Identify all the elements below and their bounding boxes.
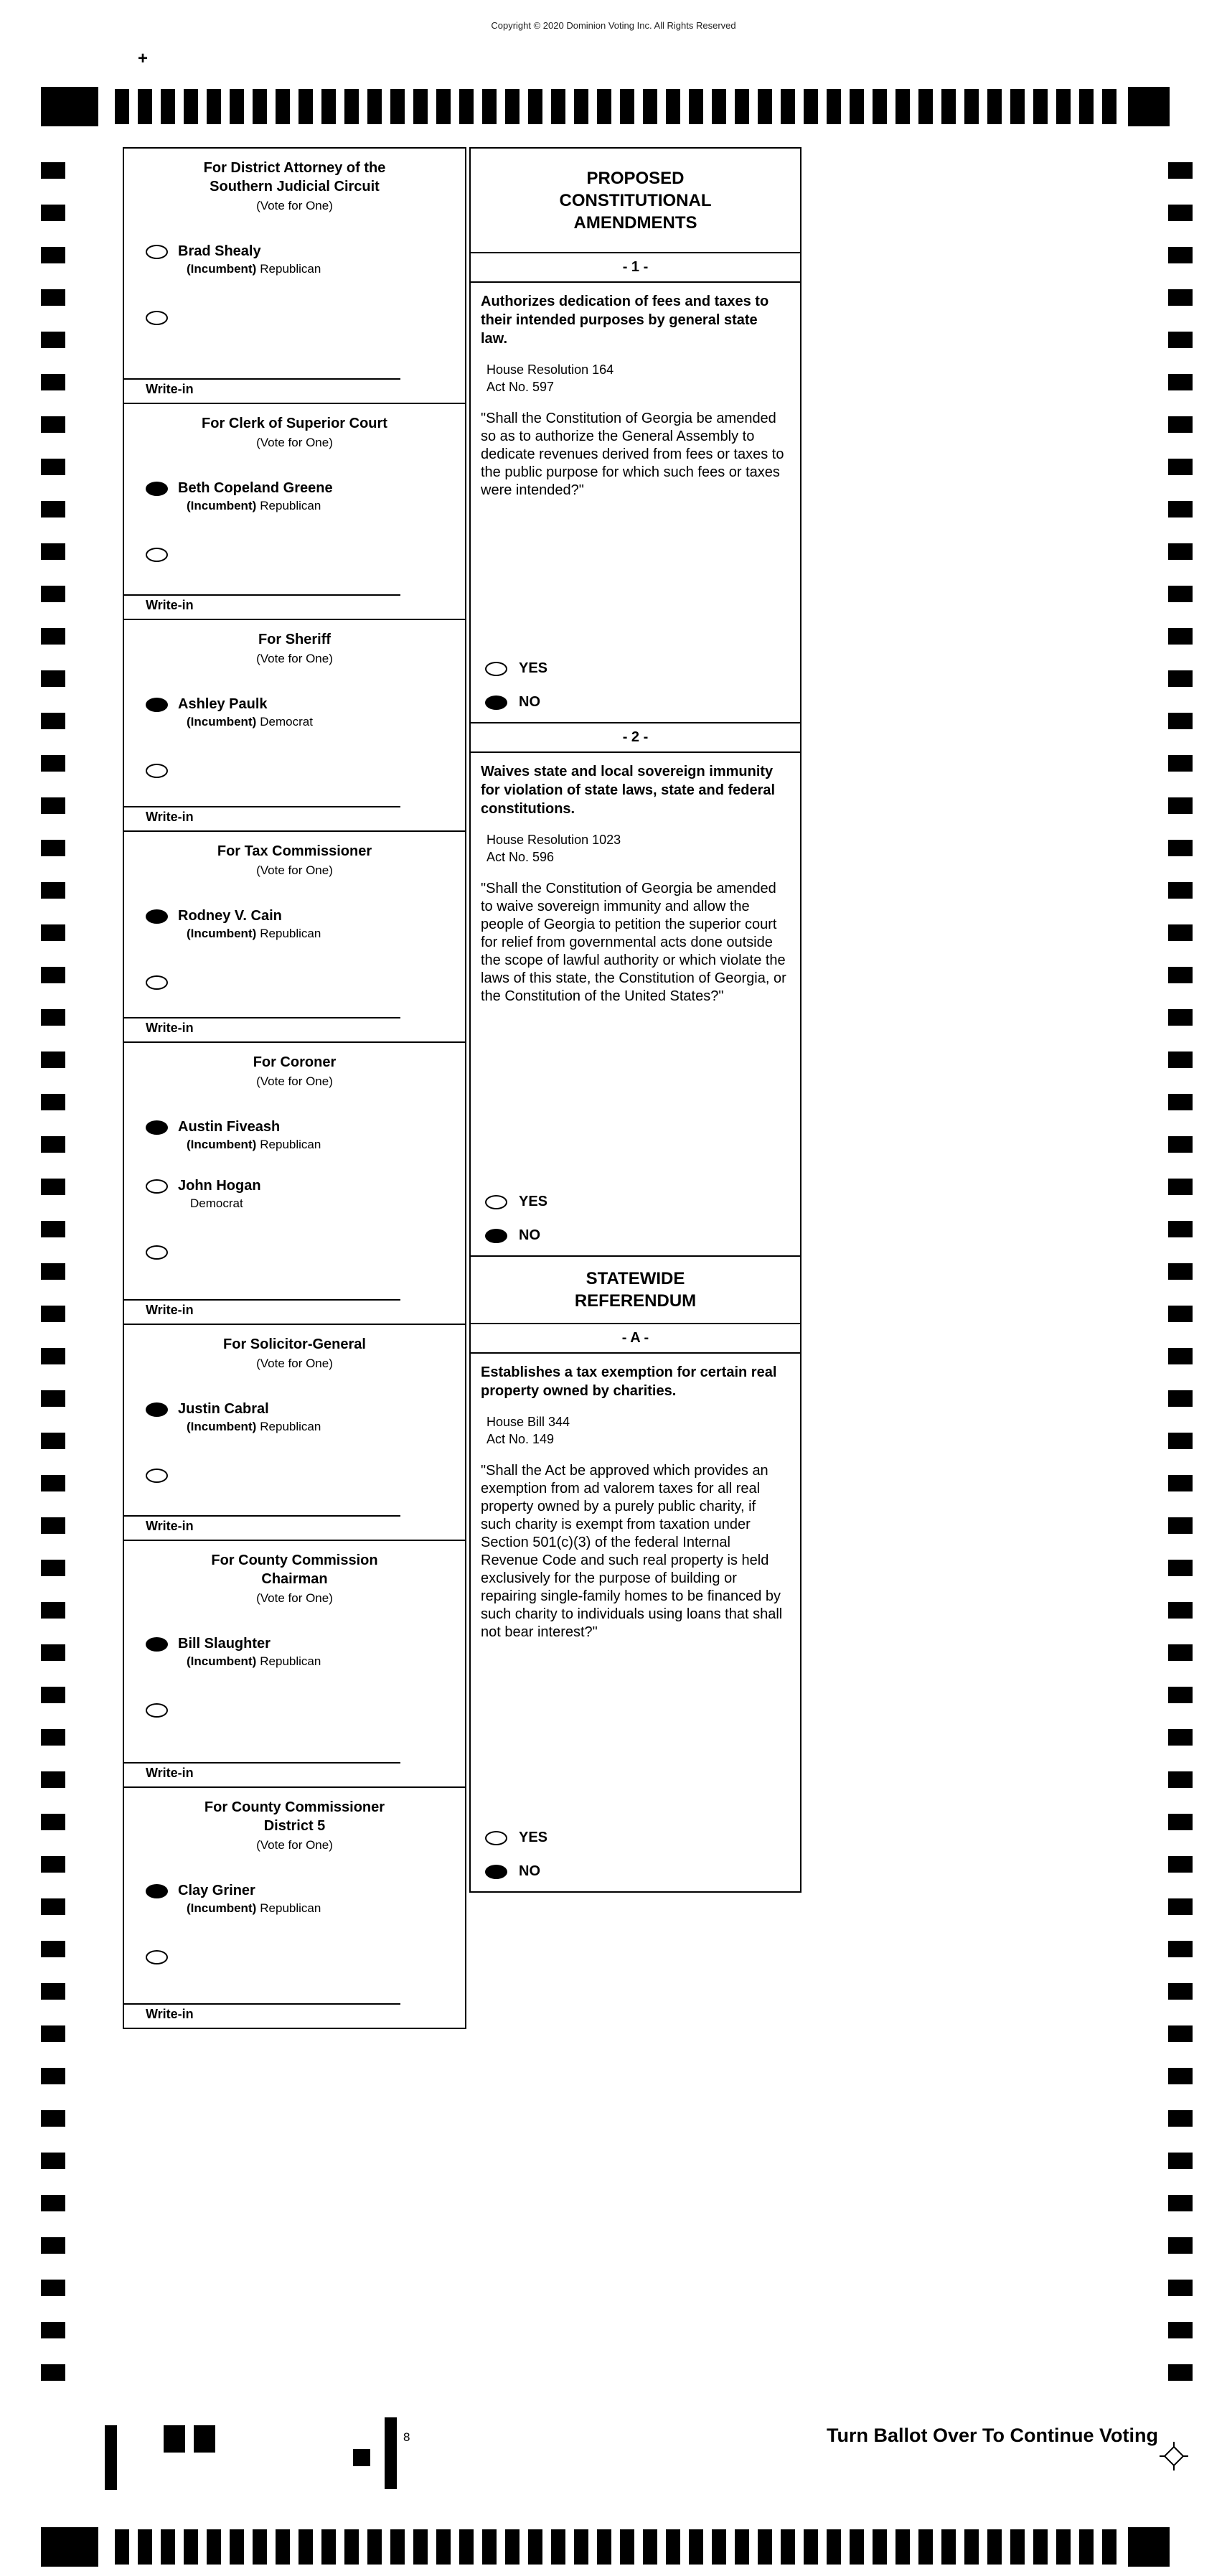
header-line: AMENDMENTS (573, 212, 697, 233)
oval-write-in[interactable] (146, 311, 168, 325)
party-label: Republican (260, 927, 321, 940)
timing-block-top-left (41, 87, 98, 126)
vote-for-one-label: (Vote for One) (256, 1357, 333, 1370)
oval-amendment-1-no[interactable] (485, 695, 507, 710)
write-in-label: Write-in (146, 1519, 194, 1533)
proposed-constitutional-amendments-header (469, 147, 801, 253)
contest-title-line: Southern Judicial Circuit (210, 179, 380, 195)
candidate-detail (187, 926, 321, 941)
write-in-oval-row (146, 1467, 465, 1483)
candidate-detail (187, 1901, 321, 1916)
header-line: STATEWIDE (586, 1269, 685, 1288)
incumbent-label: (Incumbent) (187, 262, 257, 276)
candidate-detail (187, 714, 313, 729)
contest-title (124, 1053, 465, 1072)
contest-title-line: For Coroner (253, 1054, 337, 1070)
candidate-detail (187, 1137, 321, 1152)
party-label: Democrat (260, 715, 313, 729)
statewide-referendum-header (469, 1255, 801, 1324)
candidate-row (146, 696, 465, 729)
candidate-detail (187, 1419, 321, 1434)
yes-label: YES (519, 1194, 548, 1209)
measure-question: "Shall the Constitution of Georgia be amended to waive sovereign immunity and allow the people of Georgia to petition the superior court for relief from governmental acts done outside the scope of lawful authority or which violate the laws of this state, the Constitution of Georgia, or the Constitution of the United States?" (481, 881, 786, 1004)
oval-write-in[interactable] (146, 548, 168, 562)
write-in-oval-row (146, 974, 465, 990)
measure-options (471, 643, 800, 722)
timing-marks-left (41, 162, 65, 2398)
contest-title-line: For Clerk of Superior Court (202, 416, 387, 431)
measures-column (469, 147, 801, 1893)
header-line: REFERENDUM (574, 1291, 697, 1311)
timing-marks-top (115, 89, 1122, 124)
yes-label: YES (519, 660, 548, 676)
ballot-id-mark (164, 2425, 185, 2453)
incumbent-label: (Incumbent) (187, 1138, 257, 1151)
contest-solicitor-general (123, 1324, 466, 1541)
candidate-row (146, 1636, 465, 1669)
contest-column (123, 147, 466, 2029)
candidate-text (178, 1401, 321, 1434)
write-in-label: Write-in (146, 382, 194, 396)
write-in-area (124, 1515, 465, 1540)
incumbent-label: (Incumbent) (187, 1901, 257, 1915)
vote-for-one-label: (Vote for One) (256, 1591, 333, 1605)
candidate-name: Beth Copeland Greene (178, 480, 333, 496)
vote-for-one-label: (Vote for One) (256, 436, 333, 449)
ballot-id-mark (385, 2417, 397, 2489)
measure-question: "Shall the Act be approved which provides an exemption from ad valorem taxes for all real property owned by a purely public charity, if such charity is exempt from taxation under Section 501(c)(3) of the federal Internal Revenue Code and such real property is held exclusively for the purpose of building or repairing single-family homes to be financed by such charity to individuals using loans that shall not bear interest?" (481, 1463, 783, 1640)
no-label: NO (519, 1227, 540, 1243)
vote-for-one-label: (Vote for One) (256, 199, 333, 212)
candidate-name: Brad Shealy (178, 243, 261, 259)
write-in-area (124, 594, 465, 619)
contest-title (124, 1335, 465, 1354)
contest-title (124, 1798, 465, 1835)
incumbent-label: (Incumbent) (187, 499, 257, 512)
measure-options (471, 1812, 800, 1891)
candidate-name: Rodney V. Cain (178, 908, 282, 924)
timing-block-top-right (1128, 87, 1170, 126)
yes-label: YES (519, 1830, 548, 1845)
no-option-row (485, 1863, 800, 1880)
oval-write-in[interactable] (146, 1950, 168, 1964)
yes-option-row (485, 1194, 800, 1210)
yes-option-row (485, 1830, 800, 1846)
measure-reference-line: House Resolution 164 (486, 362, 614, 377)
measure-options (471, 1176, 800, 1255)
write-in-oval-row (146, 1949, 465, 1964)
write-in-area (124, 2003, 465, 2028)
oval-clay-griner[interactable] (146, 1884, 168, 1898)
write-in-oval-row (146, 1244, 465, 1260)
timing-block-bottom-left (41, 2527, 98, 2567)
incumbent-label: (Incumbent) (187, 1420, 257, 1433)
measure-references (471, 1400, 800, 1448)
oval-write-in[interactable] (146, 1703, 168, 1718)
write-in-area (124, 1299, 465, 1324)
incumbent-label: (Incumbent) (187, 927, 257, 940)
header-line: CONSTITUTIONAL (559, 190, 712, 210)
candidate-detail (187, 261, 321, 276)
incumbent-label: (Incumbent) (187, 715, 257, 729)
oval-austin-fiveash[interactable] (146, 1120, 168, 1135)
ballot-id-mark (194, 2425, 215, 2453)
contest-header (124, 1788, 465, 1853)
party-label: Democrat (190, 1196, 243, 1210)
ballot-id-digit: 8 (403, 2430, 410, 2444)
ballot-id-mark (353, 2449, 370, 2466)
candidate-text (178, 480, 333, 513)
contest-sheriff (123, 619, 466, 832)
measure-number: - 1 - (471, 253, 800, 283)
contest-clerk-of-superior-court (123, 403, 466, 620)
write-in-oval-row (146, 762, 465, 778)
party-label: Republican (260, 262, 321, 276)
oval-justin-cabral[interactable] (146, 1402, 168, 1417)
oval-beth-copeland-greene[interactable] (146, 482, 168, 496)
contest-district-attorney (123, 147, 466, 404)
contest-tax-commissioner (123, 830, 466, 1043)
contest-title-line: For County Commissioner (204, 1799, 385, 1815)
oval-amendment-1-yes[interactable] (485, 662, 507, 676)
candidate-name: Clay Griner (178, 1883, 255, 1898)
candidate-detail (187, 1196, 261, 1211)
oval-ashley-paulk[interactable] (146, 698, 168, 712)
oval-referendum-a-no[interactable] (485, 1865, 507, 1879)
candidate-row (146, 1119, 465, 1152)
candidate-name: Ashley Paulk (178, 696, 268, 712)
candidate-detail (187, 498, 333, 513)
contest-header (124, 1325, 465, 1371)
candidate-text (178, 1119, 321, 1152)
measure-reference-line: House Resolution 1023 (486, 833, 621, 847)
contest-title (124, 842, 465, 861)
amendment-1 (469, 252, 801, 723)
oval-brad-shealy[interactable] (146, 245, 168, 259)
candidate-row (146, 1401, 465, 1434)
write-in-label: Write-in (146, 598, 194, 612)
timing-marks-right (1168, 162, 1193, 2398)
oval-rodney-v-cain[interactable] (146, 909, 168, 924)
candidate-text (178, 1883, 321, 1916)
contest-title (124, 1551, 465, 1588)
candidate-text (178, 1636, 321, 1669)
incumbent-label: (Incumbent) (187, 1654, 257, 1668)
no-option-row (485, 1227, 800, 1244)
measure-summary: Establishes a tax exemption for certain real property owned by charities. (481, 1364, 777, 1399)
plus-registration-mark: + (138, 49, 149, 68)
party-label: Republican (260, 1901, 321, 1915)
vote-for-one-label: (Vote for One) (256, 863, 333, 877)
oval-write-in[interactable] (146, 975, 168, 990)
timing-block-bottom-right (1128, 2527, 1170, 2567)
measure-reference-line: Act No. 596 (486, 850, 555, 864)
party-label: Republican (260, 499, 321, 512)
amendment-2 (469, 722, 801, 1257)
diamond-registration-mark (1160, 2442, 1188, 2470)
contest-title-line: For Solicitor-General (223, 1336, 366, 1352)
vote-for-one-label: (Vote for One) (256, 1838, 333, 1852)
vote-for-one-label: (Vote for One) (256, 652, 333, 665)
measure-references (471, 818, 800, 866)
candidate-name: Bill Slaughter (178, 1636, 271, 1652)
oval-john-hogan[interactable] (146, 1179, 168, 1194)
party-label: Republican (260, 1654, 321, 1668)
party-label: Republican (260, 1420, 321, 1433)
contest-coroner (123, 1041, 466, 1325)
header-line: PROPOSED (586, 168, 685, 188)
no-option-row (485, 694, 800, 711)
candidate-text (178, 1178, 261, 1211)
timing-marks-bottom (115, 2529, 1122, 2565)
candidate-text (178, 243, 321, 276)
oval-write-in[interactable] (146, 1245, 168, 1260)
measure-reference-line: Act No. 597 (486, 380, 555, 394)
write-in-label: Write-in (146, 2007, 194, 2021)
oval-bill-slaughter[interactable] (146, 1637, 168, 1652)
contest-header (124, 149, 465, 213)
contest-title-line: For District Attorney of the (203, 160, 386, 176)
write-in-area (124, 1762, 465, 1786)
measure-summary: Authorizes dedication of fees and taxes to their intended purposes by general state law. (481, 294, 769, 347)
candidate-row (146, 908, 465, 941)
measure-references (471, 348, 800, 395)
write-in-label: Write-in (146, 1021, 194, 1035)
contest-title-line: District 5 (263, 1818, 326, 1834)
candidate-row (146, 1178, 465, 1211)
party-label: Republican (260, 1138, 321, 1151)
copyright-text: Copyright © 2020 Dominion Voting Inc. All Rights Reserved (491, 20, 736, 31)
candidate-row (146, 243, 465, 276)
oval-amendment-2-no[interactable] (485, 1229, 507, 1243)
vote-for-one-label: (Vote for One) (256, 1074, 333, 1088)
contest-title (124, 159, 465, 196)
no-label: NO (519, 694, 540, 710)
measure-number: - A - (471, 1324, 800, 1354)
contest-title-line: For County Commission (211, 1552, 378, 1568)
contest-header (124, 620, 465, 666)
oval-referendum-a-yes[interactable] (485, 1831, 507, 1845)
contest-header (124, 404, 465, 450)
write-in-oval-row (146, 546, 465, 562)
candidate-name: Austin Fiveash (178, 1119, 281, 1135)
contest-title (124, 414, 465, 433)
contest-county-commission-chairman (123, 1540, 466, 1788)
oval-amendment-2-yes[interactable] (485, 1195, 507, 1209)
contest-title-line: Chairman (261, 1571, 328, 1587)
write-in-label: Write-in (146, 1766, 194, 1780)
candidate-text (178, 908, 321, 941)
contest-header (124, 1541, 465, 1606)
oval-write-in[interactable] (146, 764, 168, 778)
write-in-area (124, 806, 465, 830)
write-in-area (124, 378, 465, 403)
write-in-label: Write-in (146, 1303, 194, 1317)
contest-header (124, 832, 465, 878)
measure-question: "Shall the Constitution of Georgia be amended so as to authorize the General Assembly to dedicate revenues derived from fees or taxes to the public purpose for which such fees or taxes were intended?" (481, 411, 784, 498)
candidate-name: Justin Cabral (178, 1401, 269, 1417)
no-label: NO (519, 1863, 540, 1879)
measure-number: - 2 - (471, 723, 800, 753)
write-in-area (124, 1017, 465, 1041)
candidate-text (178, 696, 313, 729)
yes-option-row (485, 660, 800, 677)
candidate-row (146, 480, 465, 513)
write-in-oval-row (146, 309, 465, 325)
measure-summary: Waives state and local sovereign immunity for violation of state laws, state and federal constitutions. (481, 764, 776, 817)
measure-reference-line: House Bill 344 (486, 1415, 570, 1429)
candidate-detail (187, 1654, 321, 1669)
contest-title-line: For Tax Commissioner (217, 843, 372, 859)
referendum-a (469, 1323, 801, 1893)
contest-header (124, 1043, 465, 1089)
write-in-oval-row (146, 1702, 465, 1718)
measure-reference-line: Act No. 149 (486, 1432, 555, 1446)
candidate-name: John Hogan (178, 1178, 261, 1194)
turn-ballot-over-text: Turn Ballot Over To Continue Voting (827, 2425, 1158, 2446)
contest-county-commissioner-district-5 (123, 1786, 466, 2029)
contest-title (124, 630, 465, 649)
contest-title-line: For Sheriff (258, 632, 332, 647)
oval-write-in[interactable] (146, 1469, 168, 1483)
candidate-row (146, 1883, 465, 1916)
ballot-id-mark (105, 2425, 117, 2490)
write-in-label: Write-in (146, 810, 194, 824)
